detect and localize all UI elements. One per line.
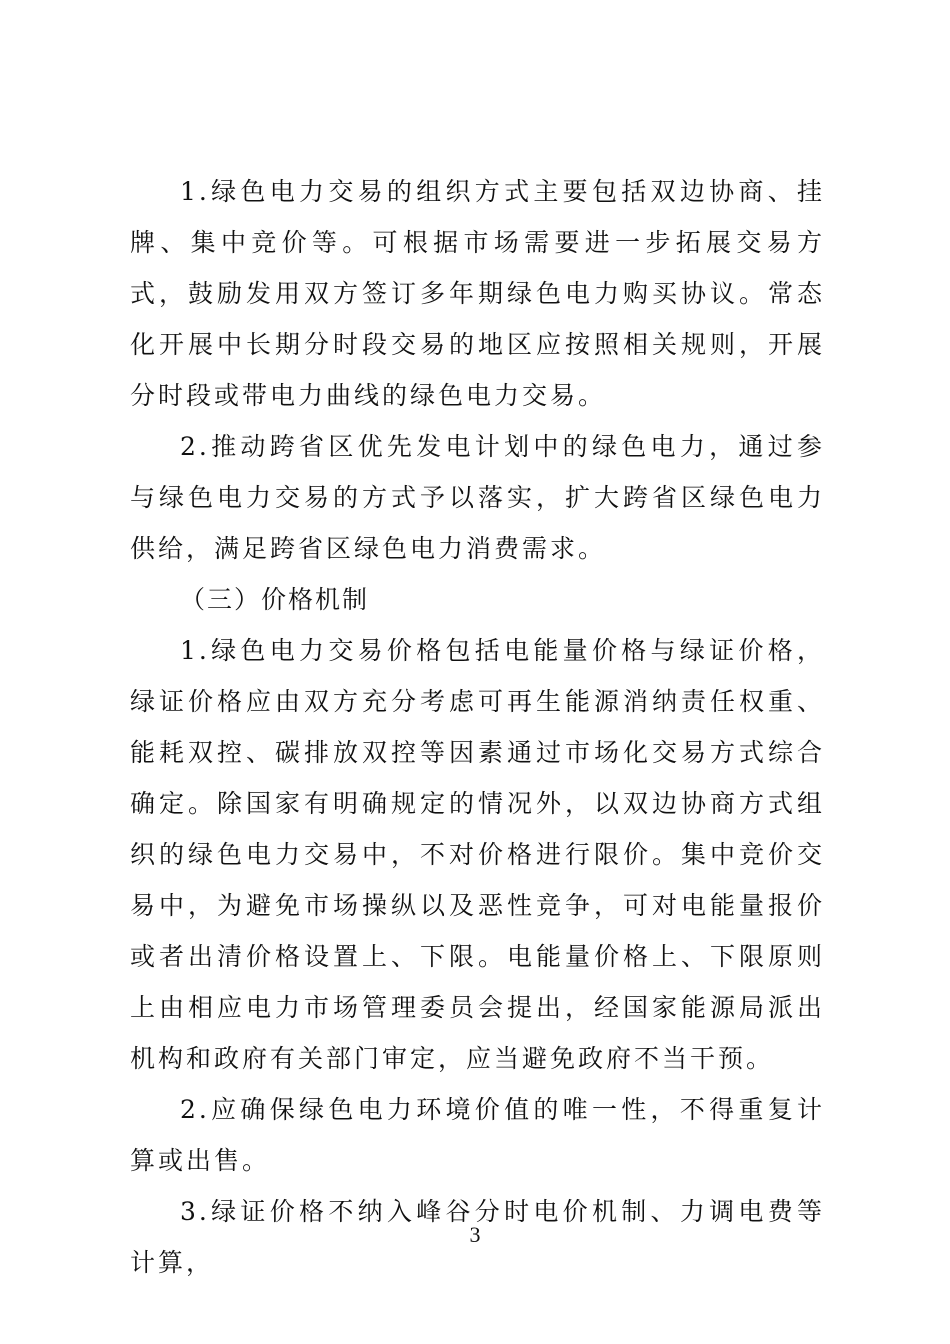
paragraph-certificate-price: 3.绿证价格不纳入峰谷分时电价机制、力调电费等计算， bbox=[130, 1197, 825, 1277]
paragraph-price-composition: 1.绿色电力交易价格包括电能量价格与绿证价格，绿证价格应由双方充分考虑可再生能源消纳责任权重、能耗双控、碳排放双控等因素通过市场化交易方式综合确定。除国家有明确规定的情况外，以双边协商方式组织的绿色电力交易中，不对价格进行限价。集中竞价交易中，为避免市场操纵以及恶性竞争，可对电能量报价或者出清价格设置上、下限。电能量价格上、下限原则上由相应电力市场管理委员会提出，经国家能源局派出机构和政府有关部门审定，应当避免政府不当干预。 bbox=[130, 636, 825, 1073]
paragraph-trading-methods: 1.绿色电力交易的组织方式主要包括双边协商、挂牌、集中竞价等。可根据市场需要进一步拓展交易方式，鼓励发用双方签订多年期绿色电力购买协议。常态化开展中长期分时段交易的地区应按照相关规则，开展分时段或带电力曲线的绿色电力交易。 bbox=[130, 177, 825, 410]
body-text bbox=[130, 166, 825, 1288]
paragraph-environmental-value: 2.应确保绿色电力环境价值的唯一性，不得重复计算或出售。 bbox=[130, 1095, 825, 1175]
page-number: 3 bbox=[469, 1222, 481, 1247]
section-heading-price-mechanism: （三）价格机制 bbox=[180, 585, 370, 614]
paragraph-cross-province: 2.推动跨省区优先发电计划中的绿色电力，通过参与绿色电力交易的方式予以落实，扩大跨省区绿色电力供给，满足跨省区绿色电力消费需求。 bbox=[130, 432, 825, 563]
